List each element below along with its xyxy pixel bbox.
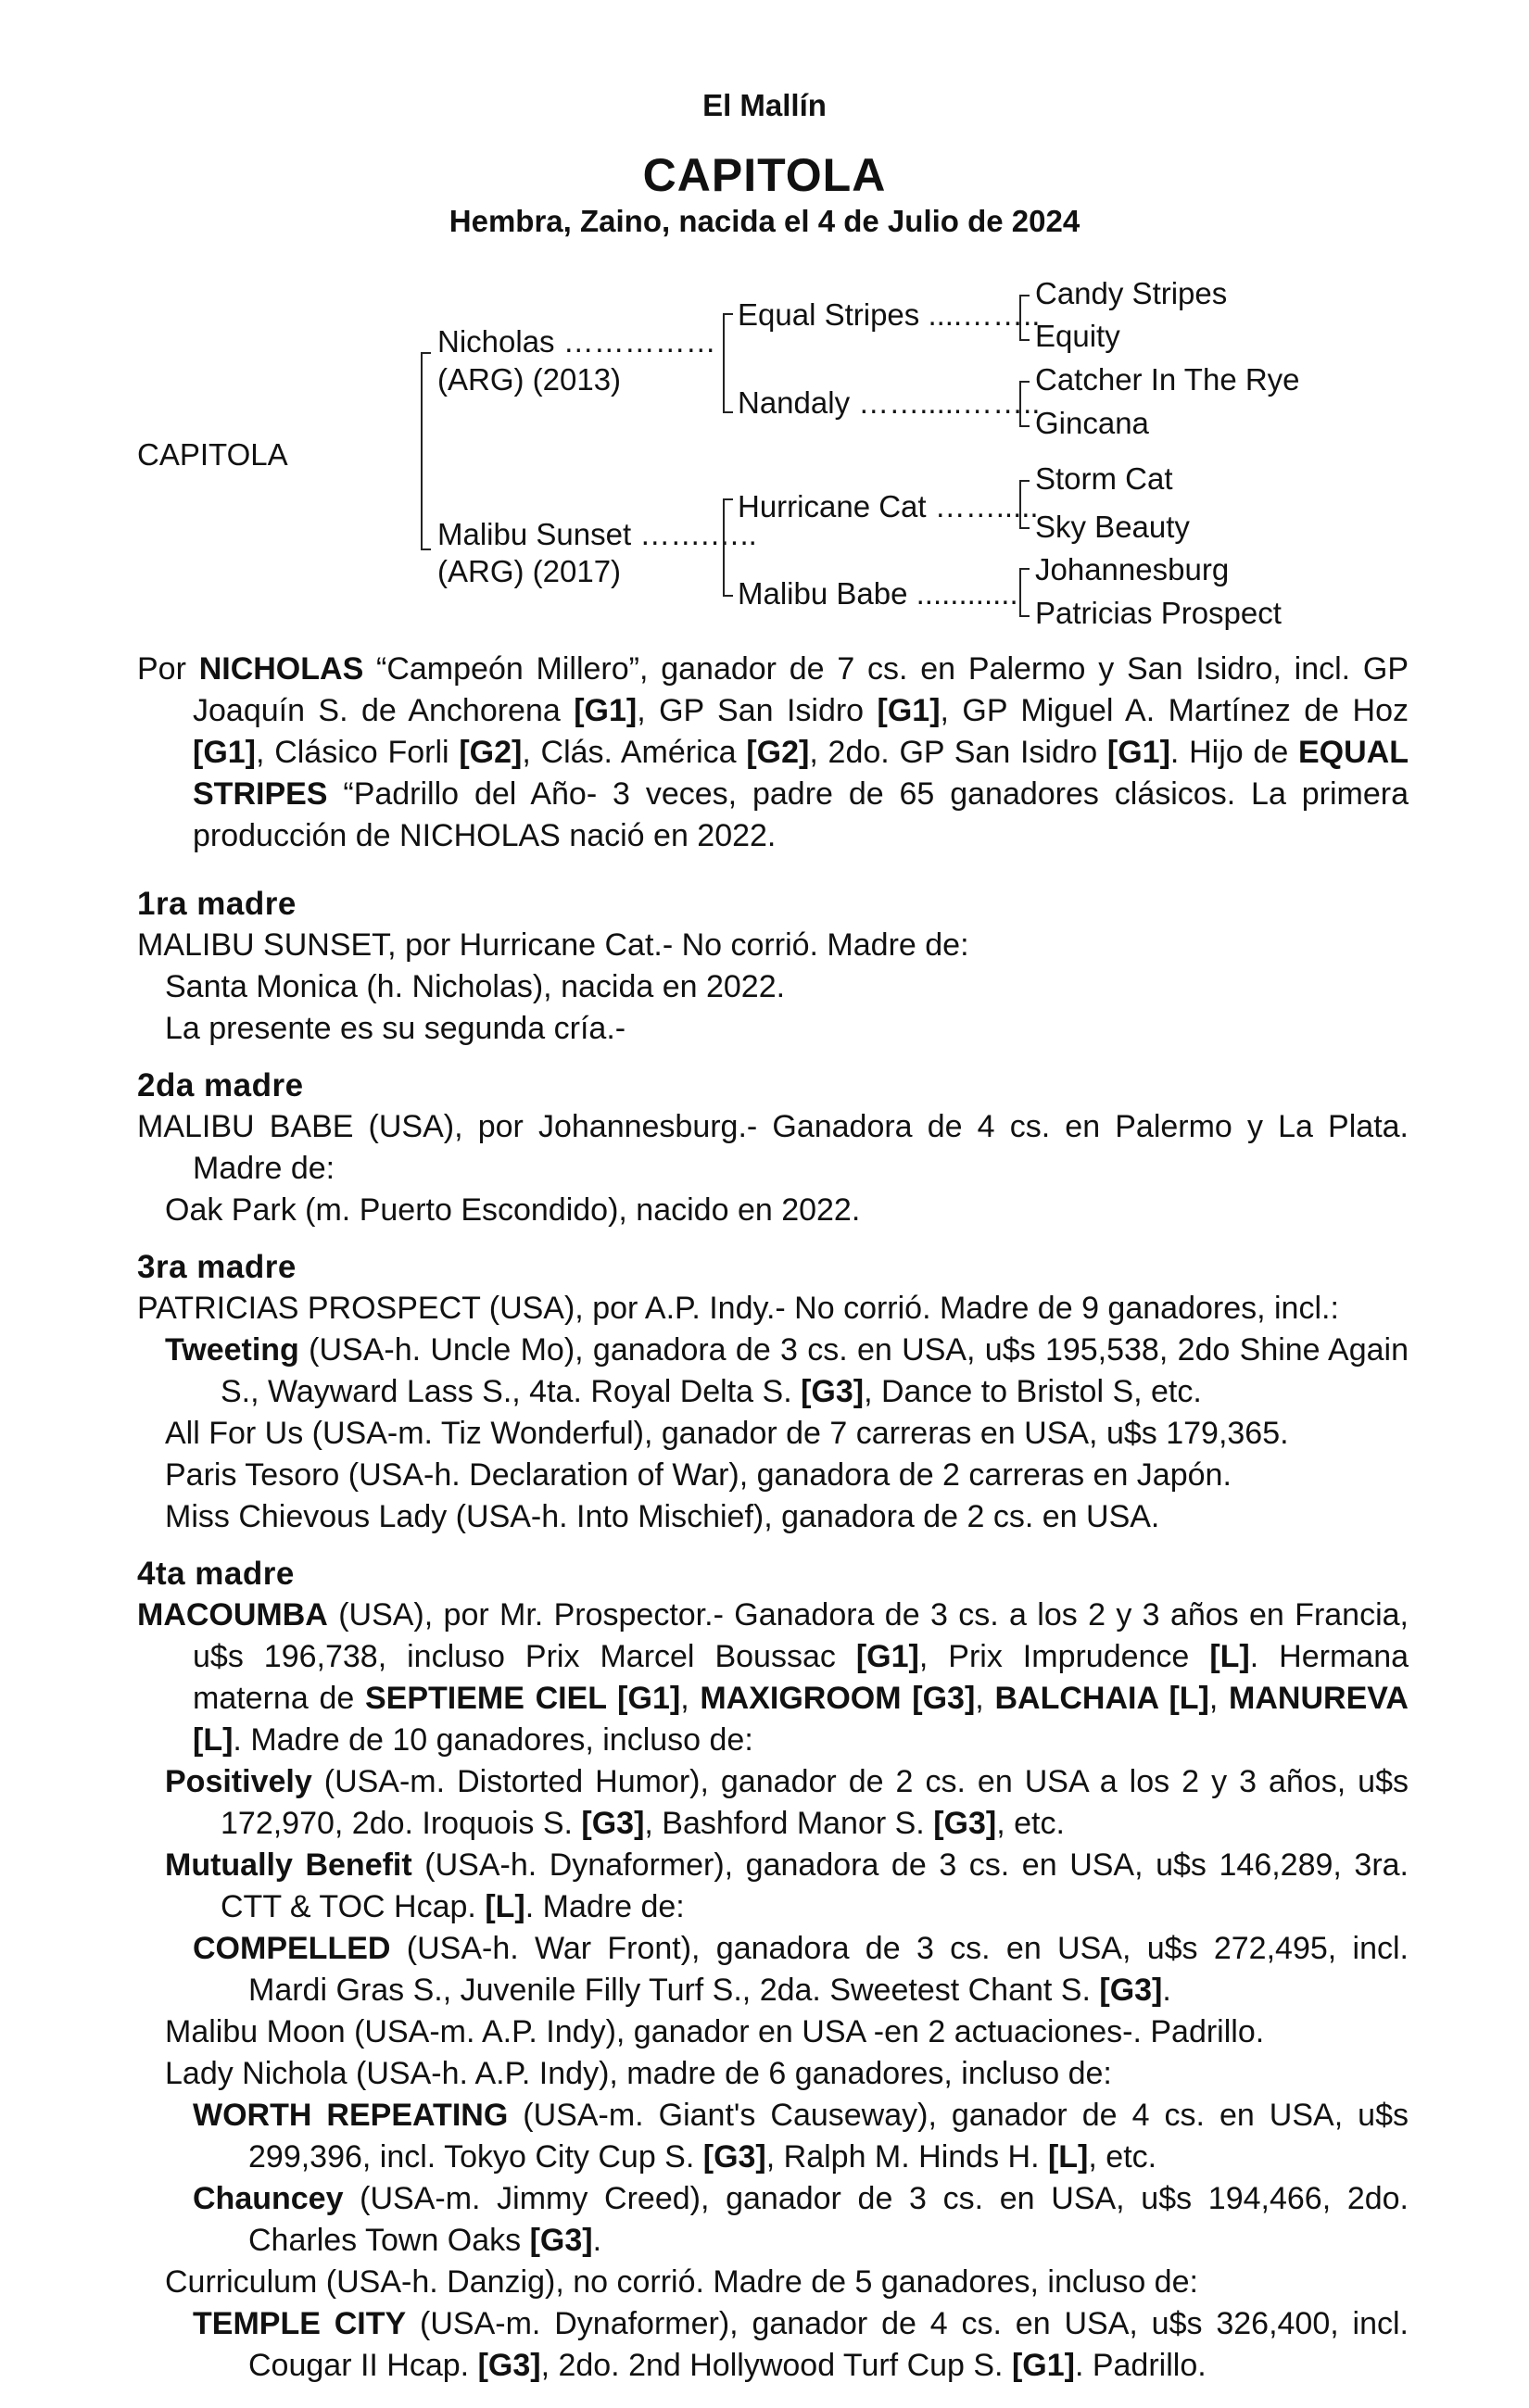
produce-entry <box>137 1288 1409 1330</box>
text-run: (USA-m. Jimmy Creed), ganador de 3 cs. en USA, u$s 194,466, 2do. Charles Town Oaks <box>248 2181 1409 2258</box>
pedigree-bracket <box>1019 295 1030 341</box>
pedigree-bracket <box>1019 568 1030 617</box>
bold-text: Chauncey <box>193 2181 344 2216</box>
bold-text: [G3] <box>477 2348 541 2383</box>
text-run: . Madre de: <box>524 1889 685 1924</box>
text-run: Oak Park (m. Puerto Escondido), nacido en 2022. <box>165 1192 861 1228</box>
pedigree-sire-dam <box>738 387 1040 418</box>
produce-entry <box>137 1190 1409 1231</box>
text-run: (USA), por Mr. Prospector.- Ganadora de 3 cs. a los 2 y 3 años en Francia, u$s 196,738, incluso Prix Marcel Boussac <box>193 1597 1409 1674</box>
pedigree-chart <box>0 0 1529 649</box>
dot-leader: ……..... <box>934 489 1039 523</box>
produce-entry <box>137 2053 1409 2095</box>
text-run: (USA-h. Uncle Mo), ganadora de 3 cs. en USA, u$s 195,538, 2do Shine Again S., Wayward Lass S., 4ta. Royal Delta S. <box>221 1332 1409 1409</box>
sire-paragraph <box>137 649 1409 857</box>
produce-entry <box>137 925 1409 966</box>
bold-text: [G3] <box>801 1374 865 1409</box>
pedigree-ss-sire: Candy Stripes <box>1035 276 1228 310</box>
text-run: MALIBU BABE (USA), por Johannesburg.- Ganadora de 4 cs. en Palermo y La Plata. Madre de: <box>137 1109 1409 1186</box>
bold-text: [G3] <box>529 2223 593 2258</box>
pedigree-dd-dam: Patricias Prospect <box>1035 596 1282 630</box>
bold-text: WORTH REPEATING <box>193 2098 509 2133</box>
pedigree-dam <box>437 519 757 549</box>
text-run: La presente es su segunda cría.- <box>165 1011 626 1046</box>
pedigree-sd-name: Nandaly <box>738 385 851 420</box>
produce-entry <box>137 1761 1409 1845</box>
produce-entry <box>137 1008 1409 1050</box>
produce-entry <box>137 1455 1409 1496</box>
pedigree-sire-sire <box>738 299 1040 330</box>
pedigree-bracket <box>1019 381 1030 427</box>
produce-entry <box>137 1413 1409 1455</box>
pedigree-bracket <box>723 313 733 413</box>
produce-entry <box>137 2262 1409 2303</box>
text-run: , <box>975 1681 995 1716</box>
bold-text: [G1] <box>1106 735 1170 770</box>
bold-text: [G3] <box>933 1806 997 1841</box>
text-run: , Prix Imprudence <box>918 1639 1210 1674</box>
text-run: “Padrillo del Año- 3 veces, padre de 65 ganadores clásicos. La primera producción de NICHOLAS nació en 2022. <box>193 776 1409 853</box>
text-run: MALIBU SUNSET, por Hurricane Cat.- No corrió. Madre de: <box>137 927 969 963</box>
text-run: , <box>1208 1681 1230 1716</box>
text-run: Paris Tesoro (USA-h. Declaration of War), ganadora de 2 carreras en Japón. <box>165 1457 1232 1493</box>
bold-text: BALCHAIA [L] <box>994 1681 1209 1716</box>
text-run: PATRICIAS PROSPECT (USA), por A.P. Indy.- No corrió. Madre de 9 ganadores, incl.: <box>137 1291 1339 1326</box>
pedigree-bracket <box>421 352 431 550</box>
text-run: , Bashford Manor S. <box>644 1806 934 1841</box>
bold-text: [G3] <box>581 1806 645 1841</box>
horse-description: Hembra, Zaino, nacida el 4 de Julio de 2024 <box>449 204 1080 238</box>
text-run: , <box>680 1681 701 1716</box>
text-run: , GP Miguel A. Martínez de Hoz <box>940 693 1409 728</box>
pedigree-sire <box>437 326 716 357</box>
section-heading: 3ra madre <box>137 1249 297 1285</box>
produce-entry <box>137 1496 1409 1538</box>
pedigree-dd-sire: Johannesburg <box>1035 552 1230 586</box>
bold-text: Positively <box>165 1764 312 1799</box>
text-run: Santa Monica (h. Nicholas), nacida en 2022. <box>165 969 786 1004</box>
pedigree-ds-dam: Sky Beauty <box>1035 510 1190 544</box>
produce-entry <box>137 1595 1409 1761</box>
produce-entry <box>137 2095 1409 2178</box>
text-run: . Madre de 10 ganadores, incluso de: <box>233 1722 753 1758</box>
pedigree-subject: CAPITOLA <box>137 437 288 472</box>
produce-entry <box>137 2178 1409 2262</box>
bold-text: [G1] <box>193 735 256 770</box>
bold-text: [G3] <box>702 2139 766 2175</box>
bold-text: [G2] <box>746 735 810 770</box>
pedigree-sd-sire: Catcher In The Rye <box>1035 362 1300 397</box>
text-run: . Hermana materna de <box>193 1639 1409 1716</box>
bold-text: MAXIGROOM [G3] <box>700 1681 976 1716</box>
text-run: (USA-m. Dynaformer), ganador de 4 cs. en USA, u$s 326,400, incl. Cougar II Hcap. <box>248 2306 1409 2383</box>
text-run: . <box>592 2223 602 2258</box>
bold-text: [L] <box>485 1889 525 1924</box>
bold-text: [L] <box>1047 2139 1089 2175</box>
text-run: Por <box>137 651 199 687</box>
text-run: , etc. <box>996 1806 1065 1841</box>
text-run: , Clásico Forli <box>256 735 460 770</box>
pedigree-sd-dam: Gincana <box>1035 406 1149 440</box>
section-heading: 1ra madre <box>137 886 297 922</box>
text-run: , 2do. GP San Isidro <box>809 735 1107 770</box>
horse-name-title: CAPITOLA <box>642 149 887 201</box>
pedigree-dam-sire <box>738 491 1039 522</box>
bold-text: [G1] <box>574 693 638 728</box>
bold-text: NICHOLAS <box>198 651 364 687</box>
bold-text: Mutually Benefit <box>165 1847 412 1883</box>
text-run: . Padrillo. <box>1074 2348 1207 2383</box>
text-run: Miss Chievous Lady (USA-h. Into Mischief), ganadora de 2 cs. en USA. <box>165 1499 1160 1534</box>
produce-entry <box>137 1330 1409 1413</box>
text-run: Curriculum (USA-h. Danzig), no corrió. Madre de 5 ganadores, incluso de: <box>165 2264 1198 2300</box>
text-run: , 2do. 2nd Hollywood Turf Cup S. <box>540 2348 1012 2383</box>
pedigree-bracket <box>723 498 733 597</box>
text-run: , Clás. América <box>522 735 747 770</box>
dot-leader: ............ <box>916 576 1018 611</box>
pedigree-sire-name: Nicholas <box>437 324 555 359</box>
text-run: Malibu Moon (USA-m. A.P. Indy), ganador en USA -en 2 actuaciones-. Padrillo. <box>165 2014 1265 2049</box>
dot-leader: …………… <box>562 324 716 359</box>
produce-entry <box>137 2011 1409 2053</box>
text-run: (USA-m. Giant's Causeway), ganador de 4 cs. en USA, u$s 299,396, incl. Tokyo City Cup S. <box>248 2098 1409 2175</box>
text-run: . Hijo de <box>1169 735 1298 770</box>
dot-leader: …….....…….. <box>858 385 1041 420</box>
bold-text: SEPTIEME CIEL [G1] <box>364 1681 681 1716</box>
text-run: Lady Nichola (USA-h. A.P. Indy), madre de 6 ganadores, incluso de: <box>165 2056 1112 2091</box>
dot-leader: …….….. <box>639 517 757 551</box>
dot-leader: ....…….. <box>928 297 1041 332</box>
text-run: , Dance to Bristol S, etc. <box>864 1374 1202 1409</box>
pedigree-dam-origin: (ARG) (2017) <box>437 554 622 588</box>
bold-text: EQUAL STRIPES <box>193 735 1409 812</box>
bold-text: MANUREVA [L] <box>193 1681 1409 1758</box>
text-run: (USA-m. Distorted Humor), ganador de 2 cs. en USA a los 2 y 3 años, u$s 172,970, 2do. Iroquois S. <box>221 1764 1409 1841</box>
bold-text: Tweeting <box>165 1332 299 1368</box>
produce-entry <box>137 966 1409 1008</box>
text-run: , GP San Isidro <box>637 693 878 728</box>
pedigree-ds-sire: Storm Cat <box>1035 461 1173 496</box>
pedigree-ds-name: Hurricane Cat <box>738 489 927 523</box>
pedigree-ss-name: Equal Stripes <box>738 297 920 332</box>
produce-entry <box>137 2303 1409 2387</box>
produce-entry <box>137 1106 1409 1190</box>
section-heading: 4ta madre <box>137 1556 295 1592</box>
text-run: . <box>1162 1973 1171 2008</box>
dam-line-sections <box>137 883 1409 2387</box>
produce-entry <box>137 1928 1409 2011</box>
pedigree-sire-origin: (ARG) (2013) <box>437 362 622 397</box>
text-run: All For Us (USA-m. Tiz Wonderful), ganador de 7 carreras en USA, u$s 179,365. <box>165 1416 1289 1451</box>
bold-text: TEMPLE CITY <box>193 2306 407 2341</box>
produce-entry <box>137 1845 1409 1928</box>
text-run: (USA-h. Dynaformer), ganadora de 3 cs. en USA, u$s 146,289, 3ra. CTT & TOC Hcap. <box>221 1847 1409 1924</box>
catalog-text <box>137 649 1409 2387</box>
bold-text: [G1] <box>877 693 941 728</box>
stud-name: El Mallín <box>702 88 827 122</box>
pedigree-dd-name: Malibu Babe <box>738 576 908 611</box>
bold-text: COMPELLED <box>193 1931 391 1966</box>
bold-text: MACOUMBA <box>137 1597 328 1633</box>
section-heading: 2da madre <box>137 1067 304 1103</box>
pedigree-dam-name: Malibu Sunset <box>437 517 632 551</box>
bold-text: [G3] <box>1099 1973 1163 2008</box>
text-run: , etc. <box>1088 2139 1157 2175</box>
bold-text: [L] <box>1209 1639 1250 1674</box>
bold-text: [G2] <box>459 735 523 770</box>
pedigree-dam-dam <box>738 578 1018 609</box>
text-run: , Ralph M. Hinds H. <box>765 2139 1048 2175</box>
bold-text: [G1] <box>855 1639 919 1674</box>
pedigree-bracket <box>1019 480 1030 529</box>
text-run: (USA-h. War Front), ganadora de 3 cs. en USA, u$s 272,495, incl. Mardi Gras S., Juvenile Filly Turf S., 2da. Sweetest Chant S. <box>248 1931 1409 2008</box>
bold-text: [G1] <box>1011 2348 1075 2383</box>
pedigree-ss-dam: Equity <box>1035 319 1120 353</box>
text-run: “Campeón Millero”, ganador de 7 cs. en Palermo y San Isidro, incl. GP Joaquín S. de Anchorena <box>193 651 1409 728</box>
